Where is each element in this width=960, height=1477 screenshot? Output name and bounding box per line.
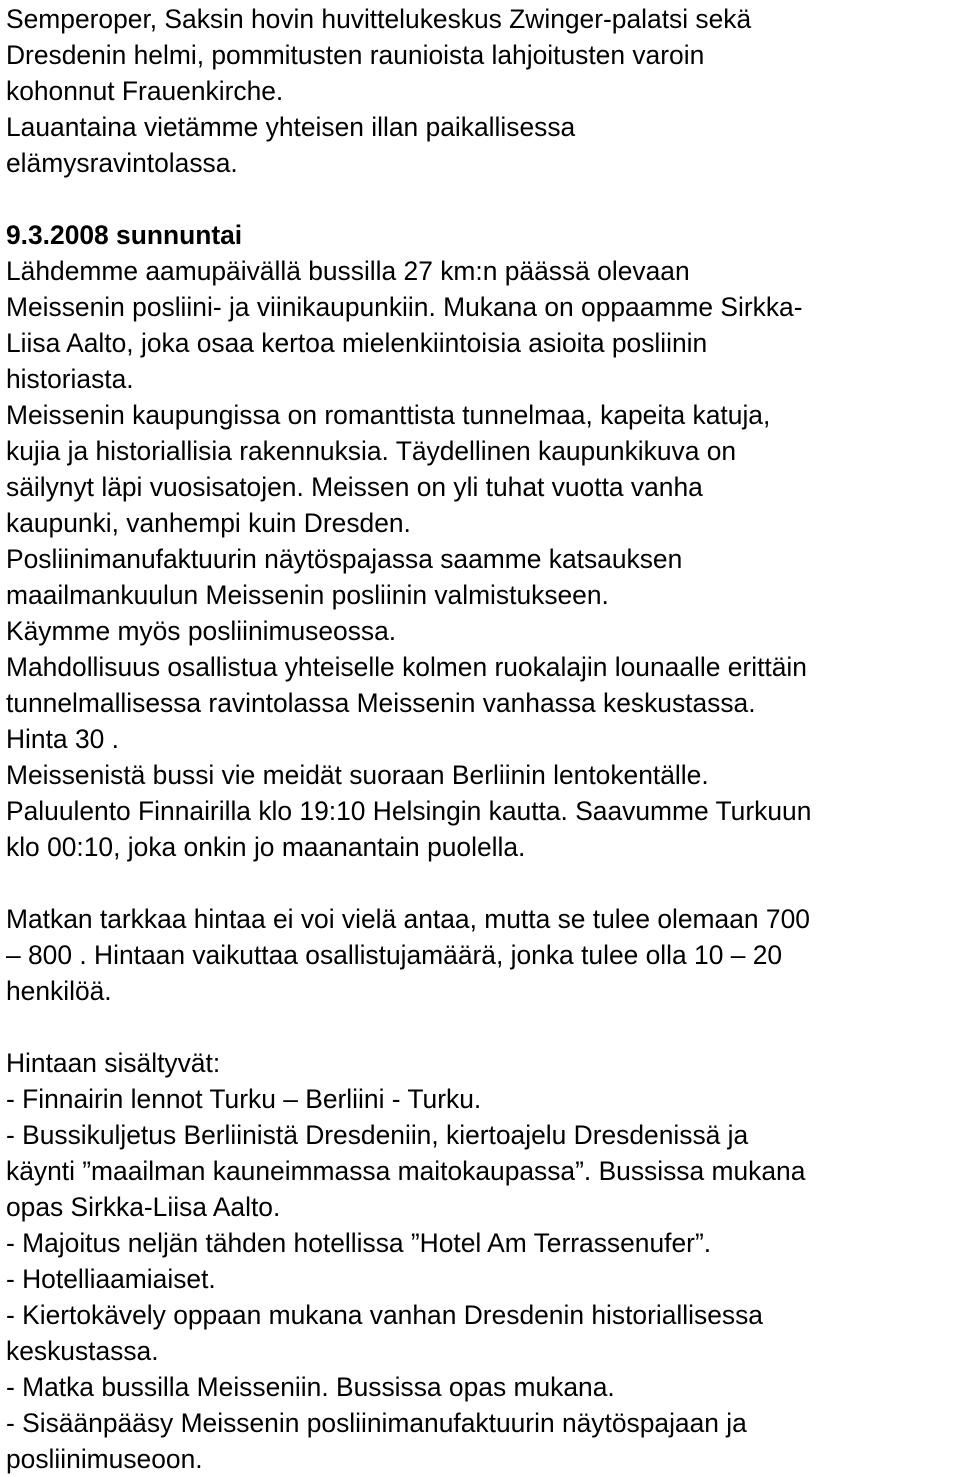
paragraph-gap xyxy=(6,1009,954,1045)
text-line: tunnelmallisessa ravintolassa Meissenin vanhassa keskustassa. xyxy=(6,688,756,718)
list-item: - Majoitus neljän tähden hotellissa ”Hotel Am Terrassenufer”. xyxy=(6,1228,712,1258)
text-line: – 800 . Hintaan vaikuttaa osallistujamäärä, jonka tulee olla 10 – 20 xyxy=(6,940,783,970)
text-line: Semperoper, Saksin hovin huvittelukeskus Zwinger-palatsi sekä xyxy=(6,4,752,34)
list-item: - Finnairin lennot Turku – Berliini - Turku. xyxy=(6,1084,482,1114)
list-item: posliinimuseoon. xyxy=(6,1444,203,1474)
text-line: historiasta. xyxy=(6,364,134,394)
list-item: - Matka bussilla Meisseniin. Bussissa opas mukana. xyxy=(6,1372,615,1402)
text-line: Paluulento Finnairilla klo 19:10 Helsingin kautta. Saavumme Turkuun xyxy=(6,796,812,826)
text-line: elämysravintolassa. xyxy=(6,148,238,178)
list-item: - Sisäänpääsy Meissenin posliinimanufaktuurin näytöspajaan ja xyxy=(6,1408,747,1438)
text-line: henkilöä. xyxy=(6,976,112,1006)
paragraph-gap xyxy=(6,181,954,217)
intro-paragraph xyxy=(6,1,954,181)
paragraph-gap xyxy=(6,865,954,901)
price-paragraph xyxy=(6,901,954,1009)
text-line: Hinta 30 . xyxy=(6,724,119,754)
text-line: Liisa Aalto, joka osaa kertoa mielenkiintoisia asioita posliinin xyxy=(6,328,708,358)
day-heading: 9.3.2008 sunnuntai xyxy=(6,220,243,250)
text-line: Lähdemme aamupäivällä bussilla 27 km:n päässä olevaan xyxy=(6,256,690,286)
text-line: Matkan tarkkaa hintaa ei voi vielä antaa, mutta se tulee olemaan 700 xyxy=(6,904,810,934)
text-line: klo 00:10, joka onkin jo maanantain puolella. xyxy=(6,832,526,862)
text-line: kohonnut Frauenkirche. xyxy=(6,76,284,106)
day-section xyxy=(6,217,954,865)
text-line: Lauantaina vietämme yhteisen illan paikallisessa xyxy=(6,112,576,142)
list-item: - Bussikuljetus Berliinistä Dresdeniin, kiertoajelu Dresdenissä ja xyxy=(6,1120,749,1150)
includes-section xyxy=(6,1045,954,1477)
text-line: kujia ja historiallisia rakennuksia. Täydellinen kaupunkikuva on xyxy=(6,436,737,466)
text-line: säilynyt läpi vuosisatojen. Meissen on yli tuhat vuotta vanha xyxy=(6,472,703,502)
text-line: Posliinimanufaktuurin näytöspajassa saamme katsauksen xyxy=(6,544,683,574)
text-line: maailmankuulun Meissenin posliinin valmistukseen. xyxy=(6,580,609,610)
text-line: Meissenin posliini- ja viinikaupunkiin. Mukana on oppaamme Sirkka- xyxy=(6,292,803,322)
list-item: käynti ”maailman kauneimmassa maitokaupassa”. Bussissa mukana xyxy=(6,1156,806,1186)
text-line: Meissenistä bussi vie meidät suoraan Berliinin lentokentälle. xyxy=(6,760,709,790)
list-item: - Hotelliaamiaiset. xyxy=(6,1264,216,1294)
text-line: Mahdollisuus osallistua yhteiselle kolmen ruokalajin lounaalle erittäin xyxy=(6,652,807,682)
text-line: Dresdenin helmi, pommitusten raunioista lahjoitusten varoin xyxy=(6,40,705,70)
list-item: keskustassa. xyxy=(6,1336,159,1366)
text-line: Meissenin kaupungissa on romanttista tunnelmaa, kapeita katuja, xyxy=(6,400,771,430)
includes-heading: Hintaan sisältyvät: xyxy=(6,1048,221,1078)
text-line: Käymme myös posliinimuseossa. xyxy=(6,616,397,646)
text-line: kaupunki, vanhempi kuin Dresden. xyxy=(6,508,411,538)
list-item: opas Sirkka-Liisa Aalto. xyxy=(6,1192,281,1222)
list-item: - Kiertokävely oppaan mukana vanhan Dresdenin historiallisessa xyxy=(6,1300,763,1330)
